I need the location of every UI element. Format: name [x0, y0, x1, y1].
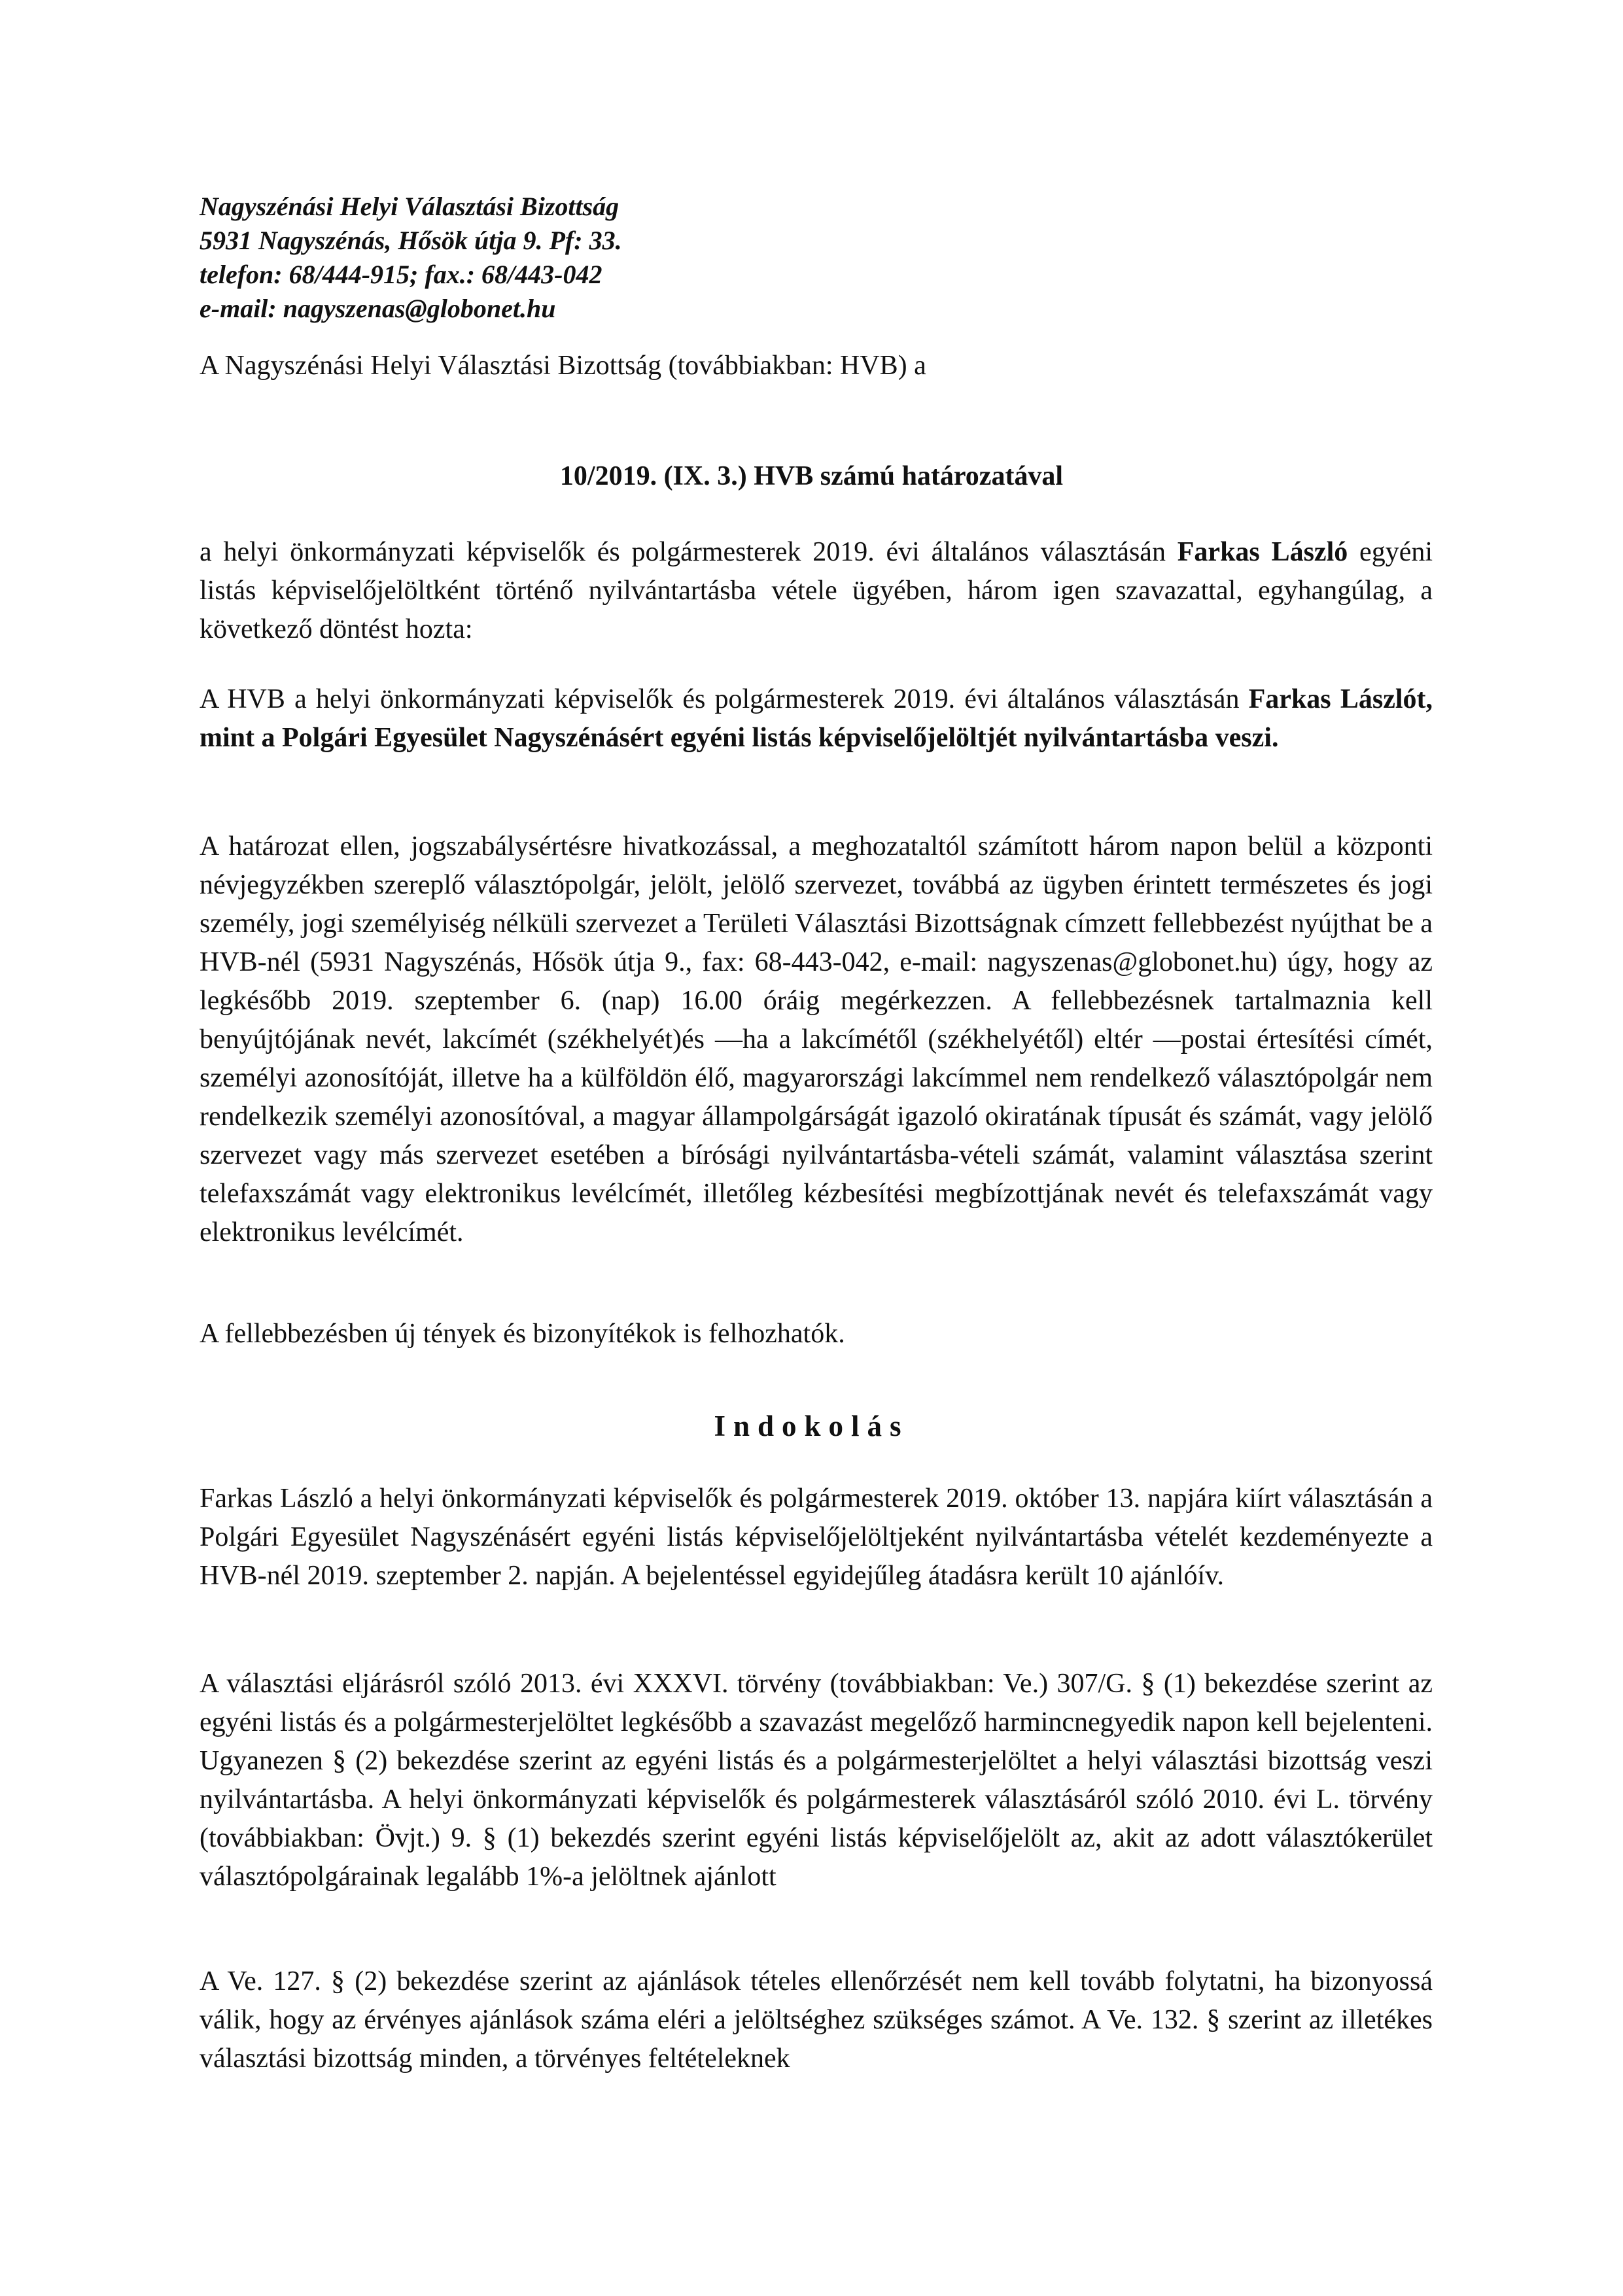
letterhead [200, 190, 622, 326]
reasoning-text-1: Farkas László a helyi önkormányzati képviselők és polgármesterek 2019. október 13. napjára kiírt választásán a Polgári Egyesület Nagyszénásért egyéni listás képviselőjelöltjeként nyilvántartásba vételét kezdeményezte a HVB-nél 2019. szeptember 2. napján. A bejelentéssel egyidejűleg átadásra került 10 ajánlóív. [200, 1484, 1433, 1591]
committee-phone-fax: telefon: 68/444-915; fax.: 68/443-042 [200, 260, 602, 289]
reasoning-text-3: A Ve. 127. § (2) bekezdése szerint az ajánlások tételes ellenőrzését nem kell tovább folytatni, ha bizonyossá válik, hogy az érvényes ajánlások száma eléri a jelöltséghez szükséges számot. A Ve. 132. § szerint az illetékes választási bizottság minden, a törvényes feltételeknek [200, 1966, 1433, 2074]
decision-text: A HVB a helyi önkormányzati képviselők és polgármesterek 2019. évi általános választásán [200, 684, 1249, 714]
intro-paragraph [200, 347, 1433, 385]
reasoning-paragraph-1 [200, 1480, 1433, 1595]
decision-paragraph [200, 680, 1433, 757]
reasoning-paragraph-2 [200, 1665, 1433, 1896]
decision-preamble [200, 533, 1433, 649]
reasoning-paragraph-3 [200, 1962, 1433, 2078]
committee-address: 5931 Nagyszénás, Hősök útja 9. Pf: 33. [200, 226, 622, 255]
decision-bold-text: Farkas Lászlót, mint a Polgári Egyesület Nagyszénásért egyéni listás képviselőjelöltjét nyilvántartásba veszi. [200, 684, 1433, 753]
appeal-text: A határozat ellen, jogszabálysértésre hivatkozással, a meghozataltól számított három napon belül a központi névjegyzékben szereplő választópolgár, jelölt, jelölő szervezet, továbbá az ügyben érintett természetes és jogi személy, jogi személyiség nélküli szervezet a Területi Választási Bizottságnak címzett fellebbezést nyújthat be a HVB-nél (5931 Nagyszénás, Hősök útja 9., fax: 68-443-042, e-mail: nagyszenas@globonet.hu) úgy, hogy az legkésőbb 2019. szeptember 6. (nap) 16.00 óráig megérkezzen. A fellebbezésnek tartalmaznia kell benyújtójának nevét, lakcímét (székhelyét)és —ha a lakcímétől (székhelyétől) eltér —postai értesítési címét, személyi azonosítóját, illetve ha a külföldön élő, magyarországi lakcímmel nem rendelkező választópolgár nem rendelkezik személyi azonosítóval, a magyar állampolgárságát igazoló okiratának típusát és számát, vagy jelölő szervezet vagy más szervezet esetében a bírósági nyilvántartásba-vételi számát, valamint választása szerint telefaxszámát vagy elektronikus levélcímét, illetőleg kézbesítési megbízottjának nevét és telefaxszámát vagy elektronikus levélcímét. [200, 831, 1433, 1247]
committee-name: Nagyszénási Helyi Választási Bizottság [200, 192, 620, 221]
resolution-number: 10/2019. (IX. 3.) HVB számú határozatával [559, 461, 1064, 491]
preamble-text-before: a helyi önkormányzati képviselők és polgármesterek 2019. évi általános választásán [200, 537, 1178, 567]
reasoning-text-2: A választási eljárásról szóló 2013. évi XXXVI. törvény (továbbiakban: Ve.) 307/G. § (1) bekezdése szerint az egyéni listás és a polgármesterjelöltet legkésőbb a szavazást megelőző harmincnegyedik napon kell bejelenteni. Ugyanezen § (2) bekezdése szerint az egyéni listás és a polgármesterjelöltet a helyi választási bizottság veszi nyilvántartásba. A helyi önkormányzati képviselők és polgármesterek választásáról szóló 2010. évi L. törvény (továbbiakban: Övjt.) 9. § (1) bekezdés szerint egyéni listás képviselőjelölt az, akit az adott választókerület választópolgárainak legalább 1%-a jelöltnek ajánlott [200, 1669, 1433, 1892]
reasoning-heading: Indokolás [714, 1410, 909, 1442]
committee-email: e-mail: nagyszenas@globonet.hu [200, 294, 556, 323]
candidate-name: Farkas László [1177, 537, 1348, 567]
appeal-paragraph [200, 827, 1433, 1252]
preamble-text-after: egyéni listás képviselőjelöltként történő nyilvántartásba vétele ügyében, három igen szavazattal, egyhangúlag, a következő döntést hozta: [200, 537, 1433, 644]
appeal-note-text: A fellebbezésben új tények és bizonyítékok is felhozhatók. [200, 1319, 845, 1349]
appeal-note [200, 1315, 1433, 1353]
intro-text: A Nagyszénási Helyi Választási Bizottság (továbbiakban: HVB) a [200, 351, 926, 381]
